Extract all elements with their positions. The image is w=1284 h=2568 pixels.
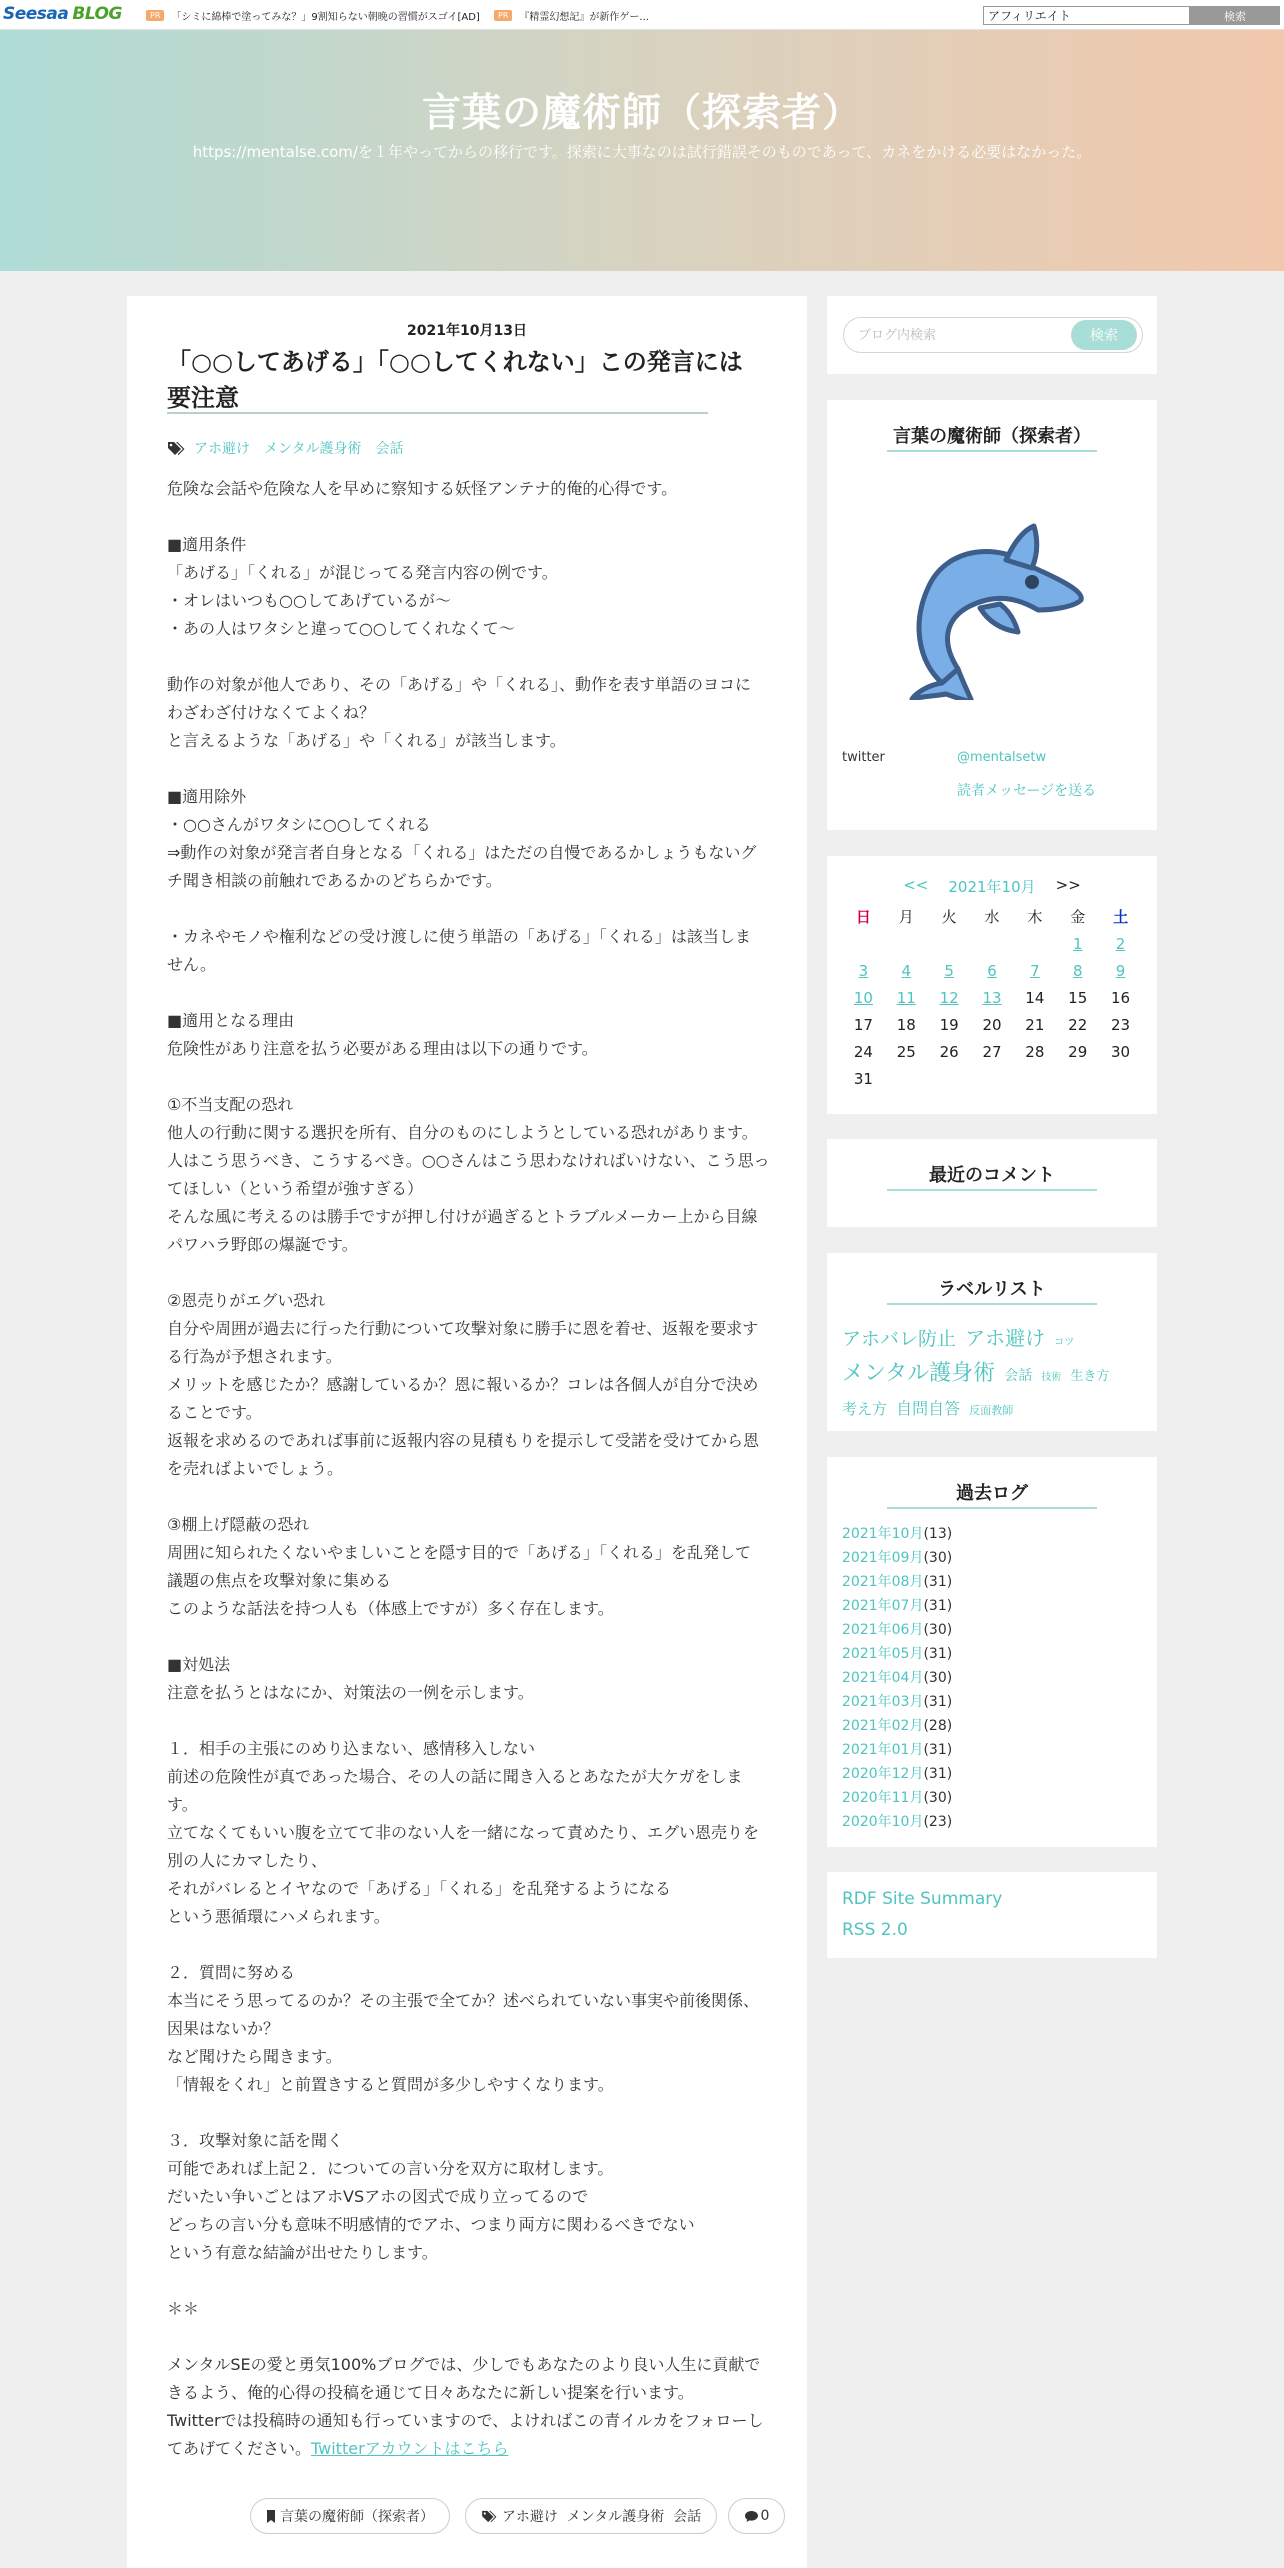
post-tags [167, 438, 411, 458]
body-line: と言えるような「あげる」や「くれる」が該当します。 [167, 731, 566, 750]
calendar-next-link[interactable]: >> [1055, 876, 1081, 894]
body-line: 自分や周囲が過去に行った行動について攻撃対象に勝手に恩を着せ、返報を要求す [167, 1319, 759, 1338]
calendar-prev-link[interactable]: << [903, 876, 929, 894]
body-line: ・オレはいつも○○してあげているが～ [167, 591, 451, 610]
calendar-day: 26 [939, 1043, 959, 1061]
archive-month-link[interactable]: 2021年03月 [842, 1694, 924, 1710]
calendar-day[interactable]: 6 [987, 962, 997, 980]
body-line: 危険性があり注意を払う必要がある理由は以下の通りです。 [167, 1039, 598, 1058]
tag-link[interactable]: アホ避け [194, 441, 250, 457]
calendar-blank [971, 933, 1014, 955]
body-line: 因果はないか？ [167, 2019, 280, 2038]
archive-count: (31) [923, 1742, 953, 1758]
body-line: チ聞き相談の前触れであるかのどちらかです。 [167, 871, 502, 890]
archive-month-link[interactable]: 2021年02月 [842, 1718, 924, 1734]
archive-item [842, 1594, 1142, 1618]
profile-widget [827, 400, 1157, 830]
archive-item [842, 1618, 1142, 1642]
calendar-day: 20 [982, 1016, 1002, 1034]
comment-icon [744, 2510, 759, 2523]
calendar-widget [827, 856, 1157, 1114]
body-line: 注意を払うとはなにか、対策法の一例を示します。 [167, 1683, 534, 1702]
body-line: という有意な結論が出せたりします。 [167, 2243, 438, 2262]
rss-link[interactable]: RSS 2.0 [842, 1920, 908, 1940]
recent-comments-title: 最近のコメント [929, 1165, 1055, 1186]
archive-month-link[interactable]: 2021年06月 [842, 1622, 924, 1638]
calendar-weekday: 日 [855, 908, 871, 926]
pr-badge: PR [494, 10, 512, 21]
rss-widget [827, 1872, 1157, 1958]
body-line [167, 2435, 775, 2463]
label-link[interactable]: 技術 [1041, 1372, 1062, 1383]
body-line: きるよう、俺的心得の投稿を通じて日々あなたに新しい提案を行います。 [167, 2383, 694, 2402]
article [127, 296, 807, 2568]
calendar-day: 16 [1111, 989, 1131, 1007]
post-date: 2021年10月13日 [407, 323, 527, 339]
label-link[interactable]: 自問自答 [896, 1399, 961, 1418]
body-line: 危険な会話や危険な人を早めに察知する妖怪アンテナ的俺的心得です。 [167, 479, 678, 498]
body-line: など聞けたら聞きます。 [167, 2047, 342, 2066]
footer-tags: アホ避け メンタル護身術 会話 [501, 2509, 702, 2525]
calendar-day[interactable]: 7 [1030, 962, 1040, 980]
calendar-day[interactable]: 2 [1115, 935, 1126, 953]
body-line [167, 1707, 775, 1735]
body-line [167, 2323, 775, 2351]
body-line [167, 2099, 775, 2127]
body-line: てほしい（という希望が強すぎる） [167, 1179, 424, 1198]
label-link[interactable]: 考え方 [842, 1400, 888, 1418]
body-line: メリットを感じたか？感謝しているか？恩に報いるか？コレは各個人が自分で決め [167, 1375, 759, 1394]
body-line: 別の人にカマしたり、 [167, 1851, 328, 1870]
seesaa-blog-logo[interactable] [3, 3, 122, 25]
body-line: ２．質問に努める [167, 1963, 296, 1982]
archive-count: (31) [923, 1598, 953, 1614]
tag-link[interactable]: 会話 [375, 441, 404, 457]
calendar-weekday: 木 [1027, 908, 1043, 926]
logo-text-blog: BLOG [72, 4, 122, 24]
archive-list [842, 1522, 1142, 1834]
label-link[interactable]: コツ [1054, 1337, 1075, 1348]
top-search-input[interactable] [983, 6, 1190, 25]
archive-count: (31) [923, 1574, 953, 1590]
archive-month-link[interactable]: 2021年09月 [842, 1550, 924, 1566]
body-line: ■適用除外 [167, 787, 247, 806]
calendar-weekday: 金 [1070, 908, 1086, 926]
body-line: 立てなくてもいい腹を立てて非のない人を一緒になって責めたり、エグい恩売りを [167, 1823, 760, 1842]
rdf-link[interactable]: RDF Site Summary [842, 1889, 1003, 1909]
archive-month-link[interactable]: 2021年04月 [842, 1670, 924, 1686]
calendar-blank [1013, 933, 1056, 955]
body-line: Twitterでは投稿時の通知も行っていますので、よければこの青イルカをフォローし [167, 2411, 764, 2430]
body-line [167, 1931, 775, 1959]
label-cloud [842, 1323, 1147, 1426]
archive-month-link[interactable]: 2020年11月 [842, 1790, 924, 1806]
body-line: １．相手の主張にのめり込まない、感情移入しない [167, 1739, 536, 1758]
label-link[interactable]: メンタル護身術 [842, 1361, 996, 1386]
body-line: ３．攻撃対象に話を聞く [167, 2131, 344, 2150]
body-line: ■適用条件 [167, 535, 247, 554]
pr-badge: PR [146, 10, 164, 21]
body-line [167, 1063, 775, 1091]
body-line: だいたい争いごとはアホVSアホの図式で成り立ってるので [167, 2187, 589, 2206]
label-link[interactable]: 反面教師 [969, 1404, 1014, 1417]
body-line [167, 1623, 775, 1651]
calendar-day[interactable]: 5 [944, 962, 954, 980]
calendar-day: 29 [1068, 1043, 1088, 1061]
calendar-day[interactable]: 9 [1115, 962, 1126, 980]
calendar-day: 23 [1111, 1016, 1131, 1034]
twitter-account-link[interactable]: Twitterアカウントはこちら [311, 2439, 509, 2458]
body-line: ・○○さんがワタシに○○してくれる [167, 815, 431, 834]
ticker-text: 『精霊幻想記』が新作ゲー... [519, 12, 649, 23]
archive-count: (23) [923, 1814, 953, 1830]
archive-item [842, 1570, 1142, 1594]
archive-count: (31) [923, 1766, 953, 1782]
label-list-widget [827, 1253, 1157, 1431]
calendar-month-link[interactable]: 2021年10月 [948, 878, 1036, 896]
body-line: 可能であれば上記２．についての言い分を双方に取材します。 [167, 2159, 614, 2178]
calendar-day[interactable]: 13 [982, 989, 1002, 1007]
body-line [167, 503, 775, 531]
body-line: そんな風に考えるのは勝手ですが押し付けが過ぎるとトラブルメーカー上から目線 [167, 1207, 758, 1226]
logo-text-seesaa: Seesaa [3, 4, 69, 24]
post-title[interactable]: 「○○してあげる」「○○してくれない」この発言には要注意 [167, 348, 743, 412]
archive-count: (28) [923, 1718, 953, 1734]
archive-item [842, 1738, 1142, 1762]
archive-month-link[interactable]: 2021年08月 [842, 1574, 924, 1590]
body-line: 他人の行動に関する選択を所有、自分のものにしようとしている恐れがあります。 [167, 1123, 758, 1142]
body-line: ⇒動作の対象が発言者自身となる「くれる」はただの自慢であるかしょうもないグ [167, 843, 757, 862]
body-line [167, 895, 775, 923]
body-line: 前述の危険性が真であった場合、その人の話に聞き入るとあなたが大ケガをしま [167, 1767, 743, 1786]
title-underline [167, 412, 708, 414]
archive-item [842, 1762, 1142, 1786]
calendar-day: 17 [853, 1016, 873, 1034]
body-line: メンタルSEの愛と勇気100%ブログでは、少しでもあなたのより良い人生に貢献で [167, 2355, 761, 2374]
send-message-link[interactable]: 読者メッセージを送る [957, 783, 1097, 799]
tags-icon [481, 2510, 498, 2523]
ticker-item[interactable] [146, 7, 480, 24]
archive-widget [827, 1457, 1157, 1847]
calendar-weekday: 水 [984, 908, 1000, 926]
body-line: 議題の焦点を攻撃対象に集める [167, 1571, 392, 1590]
calendar-day[interactable]: 3 [858, 962, 869, 980]
calendar-day[interactable]: 10 [853, 989, 873, 1007]
comment-count: 0 [760, 2508, 770, 2524]
calendar-weekday: 火 [941, 908, 957, 926]
body-line: 返報を求めるのであれば事前に返報内容の見積もりを提示して受諾を受けてから恩 [167, 1431, 760, 1450]
calendar-day[interactable]: 11 [896, 989, 916, 1007]
archive-count: (31) [923, 1694, 953, 1710]
body-line: 動作の対象が他人であり、その「あげる」や「くれる」、動作を表す単語のヨコに [167, 675, 752, 694]
body-text: てあげてください。 [167, 2439, 312, 2458]
calendar-day: 14 [1025, 989, 1045, 1007]
body-line: 周囲に知られたくないやましいことを隠す目的で「あげる」「くれる」を乱発して [167, 1543, 752, 1562]
body-line: ■対処法 [167, 1655, 231, 1674]
blog-title[interactable]: 言葉の魔術師（探索者） [421, 91, 862, 136]
sidebar-search-widget [827, 296, 1157, 374]
body-line: る行為が予想されます。 [167, 1347, 342, 1366]
recent-comments-widget [827, 1139, 1157, 1227]
body-line [167, 1483, 775, 1511]
blog-description: https://mentalse.com/を１年やってからの移行です。探索に大事なのは試行錯誤そのものであって、カネをかける必要はなかった。 [192, 143, 1092, 161]
body-line: わざわざ付けなくてよくね？ [167, 703, 376, 722]
calendar-day: 31 [853, 1070, 873, 1088]
label-link[interactable]: アホ避け [965, 1326, 1046, 1350]
archive-item [842, 1666, 1142, 1690]
archive-item [842, 1810, 1142, 1834]
body-line [167, 2267, 775, 2295]
archive-item [842, 1786, 1142, 1810]
author-button[interactable] [250, 2498, 450, 2534]
body-line: という悪循環にハメられます。 [167, 1907, 390, 1926]
archive-item [842, 1546, 1142, 1570]
title-underline [887, 1507, 1097, 1509]
calendar-blank [885, 933, 928, 955]
label-link[interactable]: 生き方 [1070, 1369, 1110, 1384]
body-line: ①不当支配の恐れ [167, 1095, 294, 1114]
body-line: ②恩売りがエグい恐れ [167, 1291, 326, 1310]
archive-count: (30) [923, 1670, 953, 1686]
tag-link[interactable]: メンタル護身術 [264, 441, 362, 457]
tags-icon [167, 441, 186, 456]
comments-button[interactable] [728, 2498, 785, 2534]
calendar-weekday: 土 [1113, 908, 1129, 926]
calendar-day[interactable]: 1 [1072, 935, 1083, 953]
archive-month-link[interactable]: 2021年10月 [842, 1526, 924, 1542]
body-line: ることです。 [167, 1403, 262, 1422]
calendar-day: 25 [896, 1043, 916, 1061]
body-line [167, 1259, 775, 1287]
body-line: ③棚上げ隠蔽の恐れ [167, 1515, 310, 1534]
twitter-link[interactable]: @mentalsetw [957, 750, 1047, 765]
archive-item [842, 1642, 1142, 1666]
body-line: ・あの人はワタシと違って○○してくれなくて～ [167, 619, 515, 638]
body-line: パワハラ野郎の爆誕です。 [167, 1235, 358, 1254]
calendar-day: 19 [939, 1016, 959, 1034]
top-bar [0, 0, 1284, 30]
body-line: 「あげる」「くれる」が混じってる発言内容の例です。 [167, 563, 558, 582]
archive-title: 過去ログ [956, 1483, 1028, 1504]
dolphin-avatar-icon [882, 510, 1102, 700]
archive-count: (30) [923, 1550, 953, 1566]
calendar-day: 22 [1068, 1016, 1088, 1034]
body-line: どっちの言い分も意味不明感情的でアホ、つまり両方に関わるべきでない [167, 2215, 695, 2234]
archive-month-link[interactable]: 2021年07月 [842, 1598, 924, 1614]
title-underline [887, 1189, 1097, 1191]
calendar-day[interactable]: 12 [939, 989, 959, 1007]
body-line: 「情報をくれ」と前置きすると質問が多少しやすくなります。 [167, 2075, 614, 2094]
archive-month-link[interactable]: 2021年01月 [842, 1742, 924, 1758]
calendar-day: 27 [982, 1043, 1002, 1061]
body-line: を売ればよいでしょう。 [167, 1459, 344, 1478]
blog-search-button[interactable]: 検索 [1071, 320, 1137, 350]
body-line: 人はこう思うべき、こうするべき。○○さんはこう思わなければいけない、こう思っ [167, 1151, 770, 1170]
post-body [167, 475, 775, 2463]
archive-item [842, 1522, 1142, 1546]
archive-count: (30) [923, 1790, 953, 1806]
body-line: 本当にそう思ってるのか？その主張で全てか？述べられていない事実や前後関係、 [167, 1991, 760, 2010]
calendar-day: 21 [1025, 1016, 1045, 1034]
body-line: す。 [167, 1795, 198, 1814]
calendar-day: 18 [896, 1016, 916, 1034]
body-line: このような話法を持つ人も（体感上ですが）多く存在します。 [167, 1599, 614, 1618]
ticker-item[interactable] [494, 7, 649, 24]
profile-title: 言葉の魔術師（探索者） [893, 426, 1091, 447]
archive-item [842, 1714, 1142, 1738]
calendar-day: 30 [1111, 1043, 1131, 1061]
title-underline [887, 1303, 1097, 1305]
calendar-blank [842, 933, 885, 955]
body-line [167, 979, 775, 1007]
calendar-day[interactable]: 8 [1072, 962, 1083, 980]
body-line: ・カネやモノや権利などの受け渡しに使う単語の「あげる」「くれる」は該当しま [167, 927, 751, 946]
title-underline [887, 450, 1097, 452]
label-link[interactable]: アホバレ防止 [842, 1328, 957, 1350]
top-search-button[interactable]: 検索 [1190, 6, 1280, 25]
body-line: せん。 [167, 955, 216, 974]
body-line [167, 643, 775, 671]
calendar-weekday: 月 [898, 908, 914, 926]
bookmark-icon [266, 2510, 276, 2523]
calendar-day: 15 [1068, 989, 1088, 1007]
body-line: それがバレるとイヤなので「あげる」「くれる」を乱発するようになる [167, 1879, 672, 1898]
archive-month-link[interactable]: 2020年12月 [842, 1766, 924, 1782]
twitter-label: twitter [842, 750, 885, 765]
calendar-blank [928, 933, 971, 955]
calendar-grid [842, 906, 1142, 1090]
archive-count: (31) [923, 1646, 953, 1662]
body-line: ■適用となる理由 [167, 1011, 295, 1030]
archive-item [842, 1690, 1142, 1714]
archive-month-link[interactable]: 2020年10月 [842, 1814, 924, 1830]
footer-tags-button[interactable] [465, 2498, 717, 2534]
archive-count: (13) [923, 1526, 953, 1542]
body-line: ＊＊ [167, 2299, 200, 2318]
calendar-nav [827, 876, 1157, 897]
calendar-day[interactable]: 4 [901, 962, 912, 980]
ticker-text: 「シミに綿棒で塗ってみな？」9割知らない朝晩の習慣がスゴイ[AD] [171, 12, 480, 23]
author-name: 言葉の魔術師（探索者） [280, 2509, 434, 2525]
calendar-day: 24 [853, 1043, 873, 1061]
label-list-title: ラベルリスト [938, 1279, 1046, 1300]
calendar-day: 28 [1025, 1043, 1045, 1061]
archive-month-link[interactable]: 2021年05月 [842, 1646, 924, 1662]
label-link[interactable]: 会話 [1004, 1368, 1033, 1384]
archive-count: (30) [923, 1622, 953, 1638]
body-line [167, 755, 775, 783]
